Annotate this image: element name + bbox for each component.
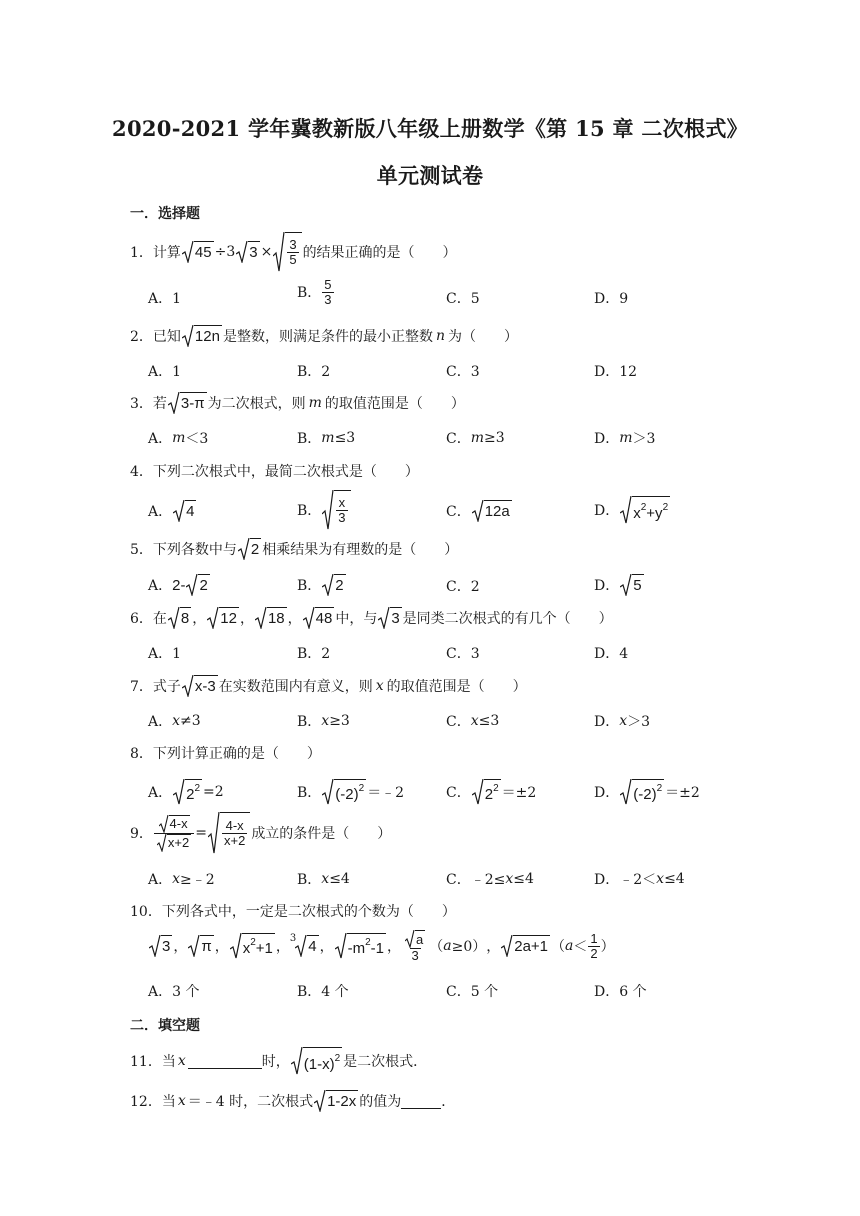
radical: 1-2x [314,1090,358,1112]
radical: 3 [149,935,172,957]
question-text: 在 [152,611,167,627]
question-text: 的值为 [359,1094,402,1110]
fraction: $\frac{4-x}{x+2}$ [154,815,194,852]
option-a[interactable]: A．1 [148,646,182,662]
option-a[interactable]: A． 4 [148,500,197,522]
radicand: 3-π [180,392,207,414]
separator: ， [214,939,229,956]
question-text: 若 [152,396,167,412]
radical [182,241,214,263]
question-text: 当 [161,1094,176,1110]
option-a[interactable]: A． x ≠3 [148,713,201,730]
question-4 [130,461,419,481]
option-a[interactable]: A． m ＜3 [148,430,209,447]
question-number: 10． [130,904,162,920]
operator: ÷3 [214,244,236,260]
option-c[interactable]: C． ﹣2≤ x ≤4 [446,871,534,888]
option-b[interactable]: B． 2 [297,574,347,596]
radical [322,490,350,530]
answer-blank[interactable] [188,1054,262,1069]
question-text: 当 [161,1054,176,1070]
question-text: 中，与 [335,611,378,627]
option-c[interactable]: C．3 [446,364,480,380]
question-text: 的取值范围是（ ） [386,679,527,695]
question-text: ． [441,1094,456,1110]
question-3 [130,392,465,414]
option-c[interactable]: C． 12a [446,500,513,522]
question-11 [130,1047,427,1075]
separator: ， [192,611,207,627]
radical: 2 [238,538,261,560]
question-5 [130,538,458,560]
option-c[interactable]: C．5 个 [446,984,499,1000]
separator: ， [173,939,188,956]
option-c[interactable]: C． m ≥3 [446,430,505,447]
question-number: 11． [130,1054,162,1070]
radicand: 3 [248,241,259,263]
separator: ， [319,939,334,956]
option-a[interactable]: A． 2 2 =2 [148,779,224,805]
radicand: 45 [194,241,214,263]
radical: -m 2 -1 [335,933,386,959]
option-d[interactable]: D． (-2) 2 ＝±2 [594,779,700,805]
question-number: 3． [130,396,153,412]
option-b[interactable]: B．4 个 [297,984,349,1000]
separator: ， [239,611,254,627]
radical: 3 [378,607,401,629]
question-text: 时， [261,1054,290,1070]
question-10-expressions: 3 ， π ， x 2 +1 ， 3 4 ， -m 2 -1 ， $\frac{a}{3}$ （ a ≥0） ， 2a+1 （ a ＜ $\frac{1}{2}$ ） [148,930,615,963]
question-number: 5． [130,542,153,558]
radical: 2 [322,574,345,596]
operator: = [195,825,207,841]
radicand: 12n [194,325,222,347]
radical: $\frac{4-x}{x+2}$ [208,812,250,854]
option-c[interactable]: C． 2 2 ＝±2 [446,779,536,805]
question-number: 7． [130,679,153,695]
option-d[interactable]: D．12 [594,364,638,380]
radical: 2 2 [173,779,202,805]
radical: 4 [295,935,318,957]
option-d[interactable]: D． x ＞3 [594,713,651,730]
question-1 [130,232,457,272]
question-8 [130,743,321,763]
radical [182,325,222,347]
option-c[interactable]: C．5 [446,291,480,307]
fraction: $\frac{a}{3}$ [402,930,428,963]
question-text: 为二次根式，则 [207,396,306,412]
question-10 [130,901,456,921]
question-text: 的结果正确的是（ ） [302,245,457,261]
radical: (-2) 2 [322,779,366,805]
question-text: 下列计算正确的是（ ） [152,746,321,762]
option-c[interactable]: C．3 [446,646,480,662]
section-fill-heading: 二．填空题 [130,1018,200,1034]
option-a[interactable]: A．1 [148,291,182,307]
page-subtitle: 单元测试卷 [376,163,484,188]
radical: x-3 [182,675,218,697]
radical: x 2 +1 [230,933,275,959]
option-b[interactable]: B．2 [297,646,331,662]
option-b[interactable]: B． x ≥3 [297,713,350,730]
question-text: 下列二次根式中，最简二次根式是（ ） [152,464,419,480]
question-text: 的取值范围是（ ） [324,396,465,412]
question-number: 4． [130,464,153,480]
question-text: 是同类二次根式的有几个（ ） [402,611,613,627]
option-d[interactable]: D．6 个 [594,984,647,1000]
question-2 [130,325,518,347]
option-a[interactable]: A． 2- 2 [148,574,211,596]
variable: n [435,328,445,344]
option-b[interactable]: B． m ≤3 [297,430,356,447]
radical: 2a+1 [501,935,550,957]
fraction: $\frac{3}{5}$ [289,237,297,267]
radical: π [188,935,213,957]
question-text: 式子 [152,679,181,695]
option-b[interactable]: B． x ≤4 [297,871,350,888]
radical: 12a [472,500,512,522]
question-text: 相乘结果为有理数的是（ ） [262,542,459,558]
option-c[interactable]: C．2 [446,579,480,595]
radical: x 2 +y 2 [620,496,670,524]
fraction: $\frac{5}{3}$ [324,277,332,307]
question-9 [130,812,391,854]
page-title: 2020-2021 学年冀教新版八年级上册数学《第 15 章 二次根式》 [112,116,748,141]
question-text: ＝﹣4 时，二次根式 [187,1094,314,1110]
variable: x [177,1053,186,1069]
question-text: 下列各式中，一定是二次根式的个数为（ ） [161,904,456,920]
radical: 4 [173,500,196,522]
radical: 18 [255,607,287,629]
question-number: 12． [130,1094,162,1110]
variable: x [177,1093,186,1109]
variable: x [375,678,384,694]
radical: 5 [620,574,643,596]
radical: 8 [168,607,191,629]
radical: 12 [207,607,239,629]
fraction: $\frac{x}{3}$ [338,495,346,525]
option-b[interactable]: B．2 [297,364,331,380]
separator: ， [387,939,401,956]
question-text: 已知 [152,329,181,345]
separator: ， [275,939,290,956]
question-text: 是二次根式． [343,1054,428,1070]
option-d[interactable]: D． m ＞3 [594,430,656,447]
question-text: 成立的条件是（ ） [251,826,392,842]
option-a[interactable]: A．1 [148,364,182,380]
radical [236,241,259,263]
question-number: 9． [130,826,153,842]
root-index: 3 [289,932,297,944]
option-c[interactable]: C． x ≤3 [446,713,500,730]
question-7 [130,675,527,697]
separator: ， [287,611,302,627]
question-text: 计算 [152,245,181,261]
radical: 48 [303,607,335,629]
option-d[interactable]: D． 5 [594,574,645,596]
question-text: 下列各数中与 [152,542,237,558]
separator: ， [486,939,501,956]
answer-blank[interactable] [401,1094,441,1109]
question-number: 2． [130,329,153,345]
question-text: 在实数范围内有意义，则 [218,679,373,695]
radical: 2 2 [472,779,501,805]
question-number: 8． [130,746,153,762]
option-d[interactable]: D． x 2 +y 2 [594,496,671,524]
question-number: 1． [130,245,153,261]
option-b[interactable]: B． $\frac{5}{3}$ [297,277,332,307]
radical [168,392,207,414]
option-d[interactable]: D．9 [594,291,629,307]
radical: (-2) 2 [620,779,664,805]
question-text: 是整数，则满足条件的最小正整数 [222,329,433,345]
radical [273,232,301,272]
radical: (1-x) 2 [291,1047,342,1075]
option-a[interactable]: A．3 个 [148,984,200,1000]
radical: 2 [186,574,209,596]
question-12 [130,1090,455,1112]
option-d[interactable]: D．4 [594,646,629,662]
option-d[interactable]: D． ﹣2＜ x ≤4 [594,871,685,888]
variable: m [308,395,322,411]
option-b[interactable]: B． (-2) 2 ＝﹣2 [297,779,404,805]
option-b[interactable]: B． $\frac{x}{3}$ [297,490,352,530]
question-6 [130,607,613,629]
question-number: 6． [130,611,153,627]
option-a[interactable]: A． x ≥﹣2 [148,871,215,888]
operator: × [260,244,273,260]
section-choice-heading: 一．选择题 [130,206,200,222]
question-text: 为（ ） [447,329,518,345]
